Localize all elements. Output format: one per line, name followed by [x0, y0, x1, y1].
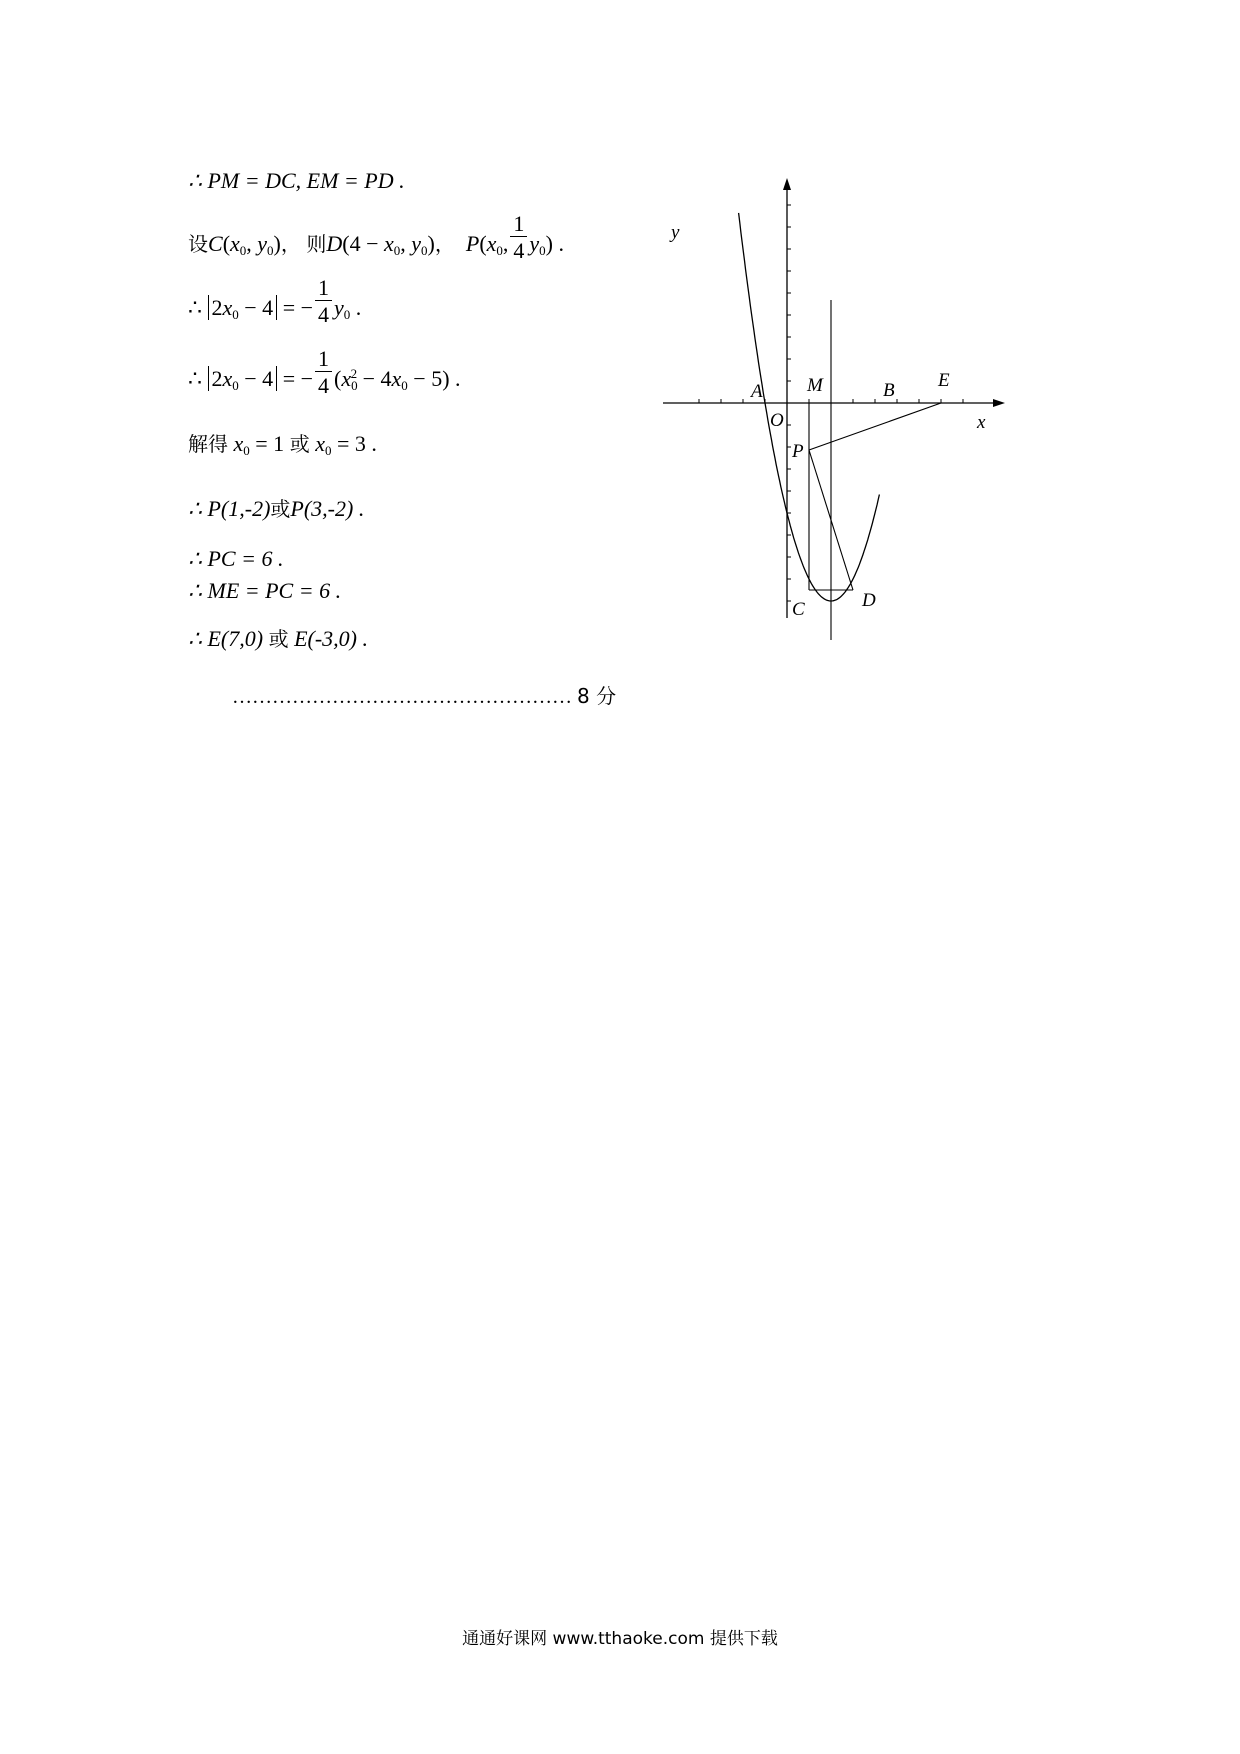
text-she: 设 — [188, 232, 208, 257]
footer: 通通好课网 www.tthaoke.com 提供下载 — [462, 1629, 778, 1649]
point-label-c: C — [792, 599, 805, 620]
x-axis-arrow — [993, 399, 1005, 407]
point-label-a: A — [751, 381, 763, 402]
eq-e2: E(-3,0) . — [294, 626, 369, 651]
eq-e1: ∴ E(7,0) — [188, 626, 264, 651]
text-comma-1: ， — [280, 232, 301, 257]
point-label-b: B — [883, 380, 895, 401]
line-e-coords — [188, 628, 368, 650]
line-pc — [188, 548, 283, 570]
parabola-figure — [655, 170, 1015, 650]
line-pm-dc — [188, 170, 405, 192]
line-me — [188, 580, 341, 602]
point-label-p: P — [792, 441, 804, 462]
text-ze: 则 — [306, 232, 327, 257]
axis-label-y: y — [671, 222, 680, 243]
eq-pc: ∴ PC = 6 . — [188, 546, 284, 571]
text-huo-1: 或 — [289, 432, 310, 456]
eq-me: ∴ ME = PC = 6 . — [188, 578, 342, 603]
point-label-o: O — [770, 410, 784, 431]
text-jiede: 解得 — [188, 432, 228, 456]
text-huo-2: 或 — [270, 497, 291, 521]
line-abs-eq-2: ∴ $2x_0 - 4$ = − $\frac{1}{4}$ $(x_0^2 - 4x_0 - 5)$ . — [188, 346, 461, 399]
eq-pm-dc-em-pd: ∴ PM = DC, EM = PD . — [188, 168, 405, 193]
eq-p1: ∴ P(1,-2) — [188, 496, 271, 521]
score-points: 8 分 — [577, 684, 617, 708]
text-comma-2: ， — [434, 232, 455, 257]
line-solve: 解得 $x_0 = 1$ 或 $x_0 = 3$ . — [188, 431, 377, 458]
point-label-m: M — [807, 375, 823, 396]
axis-label-x: x — [977, 412, 986, 433]
line-set-c: 设$C(x_0$, $y_0$)， 则$D(4 - x_0$, $y_0$)， $P(x_0$, $\frac{1}{4}$ $y_0$) . — [188, 211, 564, 264]
y-axis-arrow — [783, 178, 791, 190]
eq-p2: P(3,-2) . — [290, 496, 365, 521]
text-huo-3: 或 — [268, 627, 289, 651]
point-label-e: E — [938, 370, 950, 391]
point-label-d: D — [862, 590, 876, 611]
score-dots: …………………………………………… — [232, 686, 572, 708]
score-line — [232, 680, 616, 709]
line-abs-eq-1: ∴ $2x_0 - 4$ = − $\frac{1}{4}$ $y_0$ . — [188, 275, 362, 328]
therefore-symbol: ∴ — [188, 295, 202, 321]
segment-pe — [809, 403, 941, 450]
line-p-coords — [188, 498, 364, 520]
